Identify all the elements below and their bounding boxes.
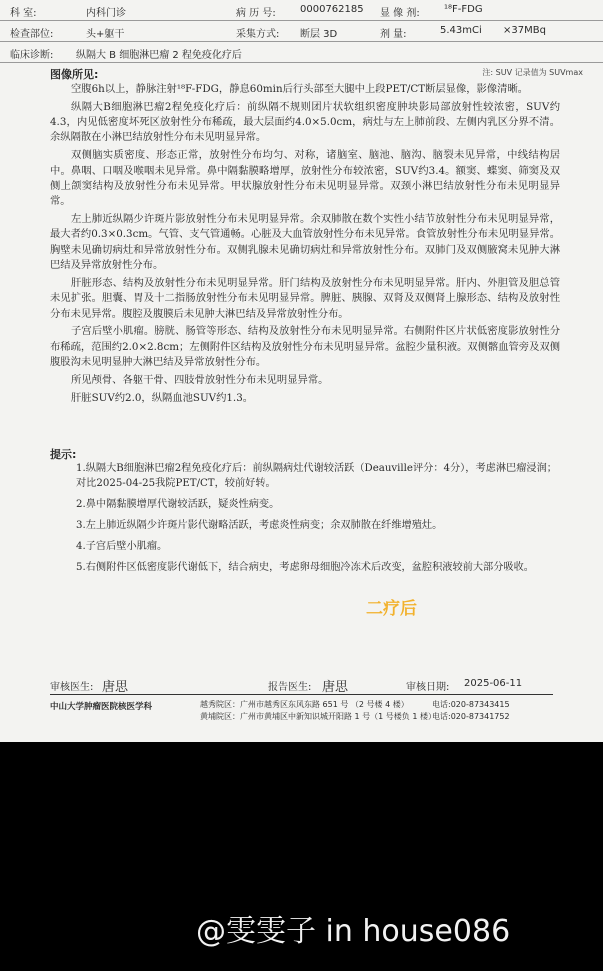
header-row-dept: [0, 0, 603, 21]
date-label: 审核日期:: [406, 682, 450, 693]
record-label: 病 历 号:: [236, 8, 276, 19]
header-row-part: [0, 21, 603, 42]
dept-value: 内科门诊: [86, 8, 126, 19]
header-row-diag: [0, 42, 603, 63]
part-label: 检查部位:: [10, 29, 54, 40]
diag-value: 纵隔大 B 细胞淋巴瘤 2 程免疫化疗后: [76, 50, 242, 61]
findings-paragraph: 左上肺近纵隔少许斑片影放射性分布未见明显异常。余双肺散在数个实性小结节放射性分布未见明显异常，最大者约0.3×0.3cm。气管、支气管通畅。心脏及大血管放射性分布未见异常。食管放射性分布未见明显异常。胸壁未见确切病灶和异常放射性分布。双侧乳腺未见确切病灶和异常放射性分布。双肺门及双侧腋窝未见肿大淋巴结及异常放射性分布。: [50, 213, 560, 272]
dose-value: 5.43mCi: [440, 25, 482, 36]
watermark-text: @雯雯子 in house086: [196, 914, 511, 949]
diag-label: 临床诊断:: [10, 50, 54, 61]
mode-value: 断层 3D: [300, 29, 338, 40]
reviewer-label: 审核医生:: [50, 682, 94, 693]
handwritten-annotation: 二疗后: [366, 599, 417, 619]
signoff-row: [50, 676, 553, 695]
dose-label: 剂 量:: [380, 29, 407, 40]
reporter-label: 报告医生:: [268, 682, 312, 693]
conclusion-item: 4.子宫后壁小肌瘤。: [76, 541, 168, 552]
address-yuexiu: 越秀院区：广州市越秀区东风东路 651 号 （2 号楼 4 楼）: [200, 700, 409, 709]
address-huangpu: 黄埔院区：广州市黄埔区中新知识城开阳路 1 号（1 号楼负 1 楼）: [200, 712, 436, 721]
reviewer-signature: 唐思: [102, 680, 129, 695]
findings-paragraph: 子宫后壁小肌瘤。膀胱、肠管等形态、结构及放射性分布未见明显异常。右侧附件区片状低密度影放射性分布稀疏，范围约2.0×2.8cm；左侧附件区结构及放射性分布未见明显异常。盆腔少量积液。双侧髂血管旁及双侧腹股沟未见明显肿大淋巴结及异常放射性分布。: [50, 325, 560, 369]
phone-huangpu: 电话:020-87341752: [432, 712, 510, 721]
phone-yuexiu: 电话:020-87343415: [432, 700, 510, 709]
findings-paragraph: 纵隔大B细胞淋巴瘤2程免疫化疗后：前纵隔不规则团片状软组织密度肿块影局部放射性较浓密，SUV约4.3，内见低密度坏死区放射性分布稀疏，最大层面约4.0×5.0cm，病灶与左上肺前段、左侧内乳区分界不清。余纵隔散在小淋巴结放射性分布未见明显异常。: [50, 100, 560, 144]
reporter-signature: 唐思: [322, 680, 349, 695]
dept-label: 科 室:: [10, 8, 37, 19]
conclusion-list: [76, 461, 560, 581]
conclusion-title: 提示:: [50, 448, 77, 461]
suv-note: 注: SUV 记录值为 SUVmax: [482, 68, 583, 77]
dose-mbq: ×37MBq: [503, 25, 546, 36]
findings-body: [50, 82, 560, 409]
agent-value: ¹⁸F-FDG: [444, 4, 483, 15]
mode-label: 采集方式:: [236, 29, 280, 40]
findings-title: 图像所见:: [50, 68, 99, 81]
findings-paragraph: 空腹6h以上，静脉注射¹⁸F-FDG，静息60min后行头部至大腿中上段PET/CT断层显像，影像清晰。: [71, 83, 529, 95]
conclusion-item: 2.鼻中隔黏膜增厚代谢较活跃，疑炎性病变。: [76, 499, 280, 510]
hospital-name: 中山大学肿瘤医院核医学科: [50, 702, 153, 712]
findings-paragraph: 所见颅骨、各躯干骨、四肢骨放射性分布未见明显异常。: [71, 373, 329, 386]
part-value: 头+躯干: [86, 29, 125, 40]
conclusion-item: 1.纵隔大B细胞淋巴瘤2程免疫化疗后：前纵隔病灶代谢较活跃（Deauville评分：4分），考虑淋巴瘤浸润；对比2025-04-25我院PET/CT，较前好转。: [76, 463, 557, 489]
findings-paragraph: 肝脏SUV约2.0，纵隔血池SUV约1.3。: [71, 391, 254, 404]
record-value: 0000762185: [300, 4, 364, 15]
findings-paragraph: 双侧脑实质密度、形态正常，放射性分布均匀、对称，诸脑室、脑池、脑沟、脑裂未见异常，中线结构居中。鼻咽、口咽及喉咽未见异常。鼻中隔黏膜略增厚，放射性分布较浓密，SUV约3.4。额窦、蝶窦、筛窦及双侧上颌窦结构及放射性分布未见异常。甲状腺放射性分布未见明显异常。双颈小淋巴结放射性分布未见明显异常。: [50, 149, 560, 208]
header-table: [0, 0, 603, 63]
conclusion-item: 3.左上肺近纵隔少许斑片影代谢略活跃，考虑炎性病变；余双肺散在纤维增殖灶。: [76, 520, 443, 531]
findings-paragraph: 肝脏形态、结构及放射性分布未见明显异常。肝门结构及放射性分布未见明显异常。肝内、外胆管及胆总管未见扩张。胆囊、胃及十二指肠放射性分布未见明显异常。脾脏、胰腺、双肾及双侧肾上腺形态、结构及放射性分布未见异常。腹腔及腹膜后未见肿大淋巴结及异常放射性分布。: [50, 276, 560, 320]
agent-label: 显 像 剂:: [380, 8, 420, 19]
conclusion-item: 5.右侧附件区低密度影代谢低下，结合病史，考虑卵母细胞冷冻术后改变，盆腔积液较前大部分吸收。: [76, 562, 534, 573]
review-date: 2025-06-11: [464, 678, 523, 689]
